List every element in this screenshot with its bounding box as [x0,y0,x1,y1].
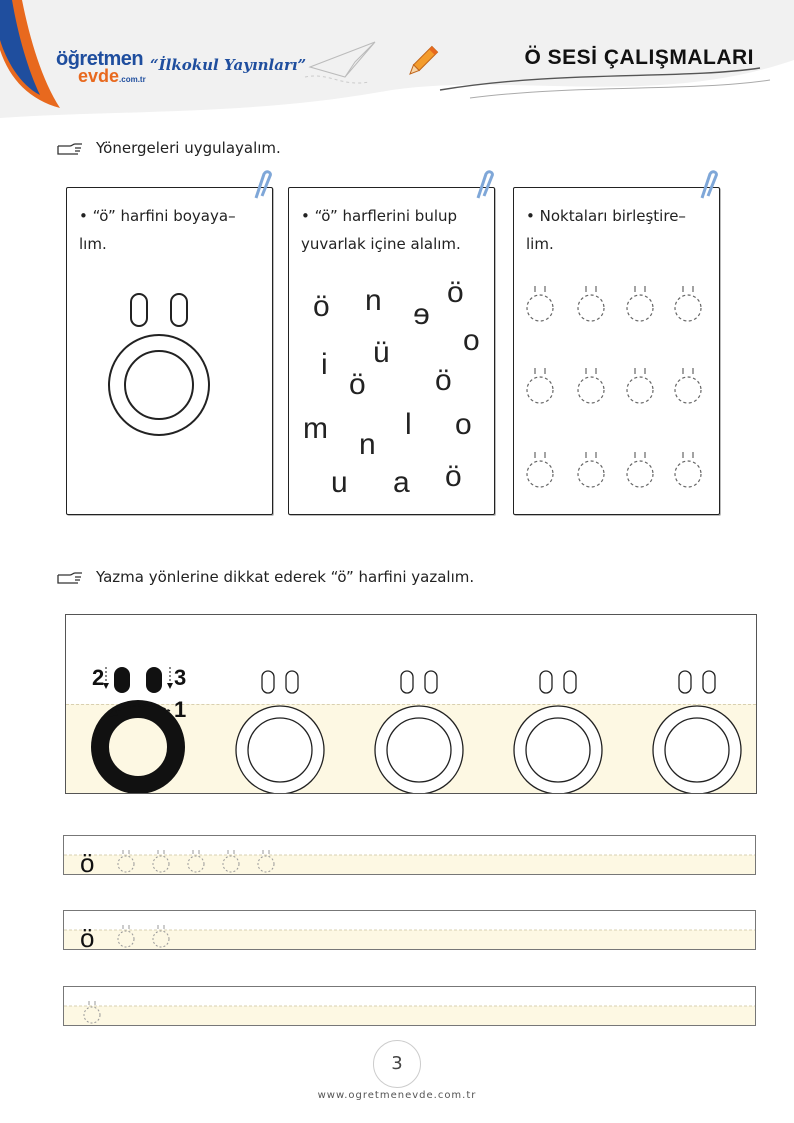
page-number: 3 [373,1040,421,1088]
letter-11: l [405,408,412,441]
letter-2: n [365,284,382,317]
outline-o-umlaut [653,671,741,793]
letter-7: ü [373,336,390,369]
dotted-o-umlaut [627,368,653,403]
outline-o-umlaut [236,671,324,793]
pointing-hand-icon [56,568,84,586]
logo-text-bottom: evde [78,66,120,86]
letter-12: o [455,408,472,441]
publisher-name: “İlkokul Yayınları” [150,56,307,74]
dotted-o-umlaut [578,452,604,487]
practice-line-1 [63,835,756,875]
dotted-o-umlaut [675,286,701,321]
letter-13: n [359,428,376,461]
card2-line2: yuvarlak içine alalım. [301,235,461,253]
letter-tracing-box [65,614,757,794]
paper-clip-icon [472,170,496,200]
letter-15: a [393,466,410,499]
outline-o-umlaut [514,671,602,793]
card2-line1: • “ö” harflerini bulup [301,207,458,225]
big-letter-row [66,615,756,793]
outline-o-umlaut [375,671,463,793]
logo-suffix: .com.tr [119,75,146,84]
letter-4: ö [447,276,464,309]
model-letter: ö [80,923,95,949]
letter-8: ö [349,368,366,401]
paper-clip-icon [696,170,720,200]
letter-3: e [413,298,430,331]
stroke-number-2: 2 [92,665,105,690]
dotted-o-umlaut [627,286,653,321]
letter-14: u [331,466,348,499]
dotted-o-umlaut [527,452,553,487]
instruction-1: Yönergeleri uygulayalım. [96,139,281,157]
letter-5: o [463,324,480,357]
outline-o-umlaut [107,288,217,438]
dotted-o-umlaut [675,452,701,487]
dotted-o-umlaut [627,452,653,487]
dotted-letter-grid [514,278,719,508]
dotted-o-umlaut [527,368,553,403]
dotted-o-umlaut [578,286,604,321]
letter-9: ö [435,364,452,397]
stroke-number-3: 3 [174,665,187,690]
dotted-o-umlaut [527,286,553,321]
practice-line-2 [63,910,756,950]
letter-6: i [321,348,328,381]
card-find-letters [288,187,495,515]
letter-16: ö [445,460,462,493]
practice-line-3 [63,986,756,1026]
card3-line1: • Noktaları birleştire– [526,207,686,225]
pencil-icon [402,42,442,82]
card1-line1: • “ö” harfini boyaya– [79,207,236,225]
paper-clip-icon [250,170,274,200]
model-letter: ö [80,848,95,874]
logo [56,50,146,88]
card-connect-dots [513,187,720,515]
paper-plane-icon [300,32,390,92]
letter-10: m [303,412,328,445]
footer-url: www.ogretmenevde.com.tr [317,1090,477,1101]
card3-line2: lim. [526,235,554,253]
dotted-o-umlaut [675,368,701,403]
card1-line2: lım. [79,235,107,253]
page-title: Ö SESİ ÇALIŞMALARI [524,46,754,69]
letter-1: ö [313,290,330,323]
logo-text-top: öğretmen [56,48,144,70]
card-color-letter [66,187,273,515]
stroke-number-1: 1 [174,697,187,722]
dotted-o-umlaut [578,368,604,403]
instruction-2: Yazma yönlerine dikkat ederek “ö” harfini yazalım. [96,568,475,586]
pointing-hand-icon [56,139,84,157]
